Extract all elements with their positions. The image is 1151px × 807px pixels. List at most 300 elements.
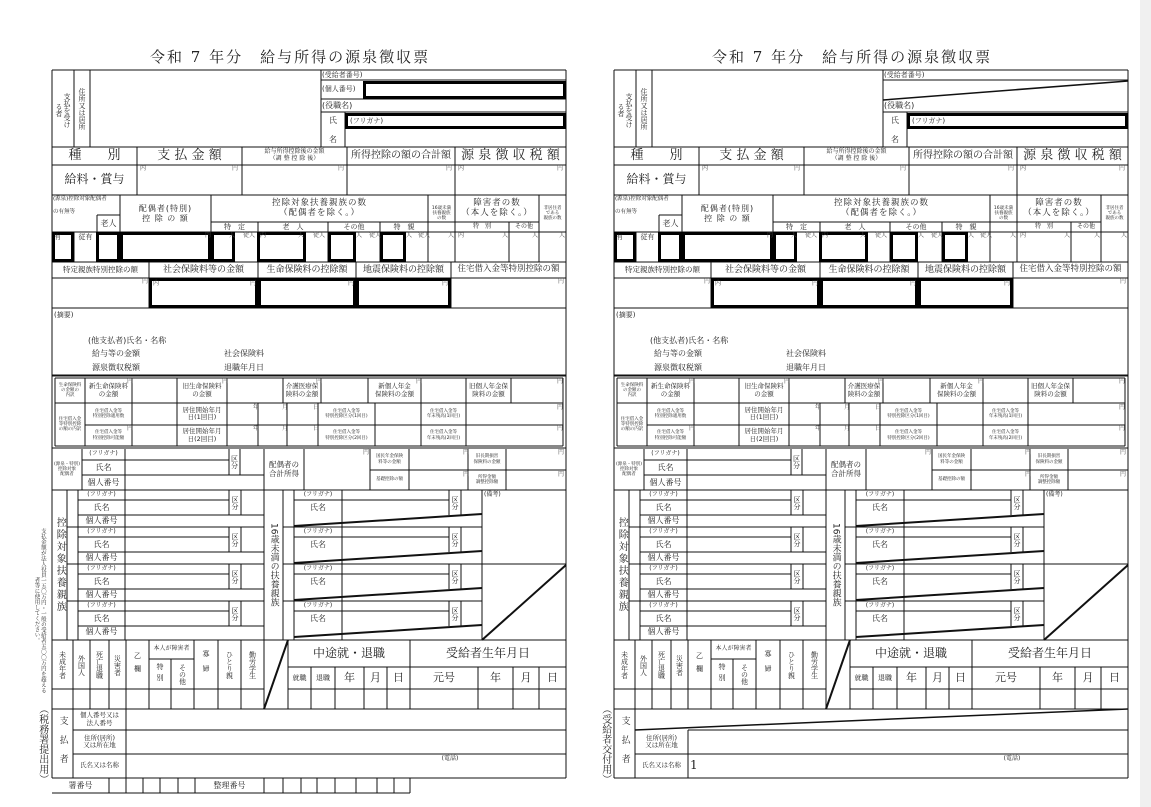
national-pension-label: 国民年金保険 料等の金額: [376, 454, 403, 465]
move-in1-label: 居住開始年月 日(1回目): [182, 405, 222, 421]
tsuki-label: 月: [1082, 670, 1094, 684]
nin-unit: 人: [229, 232, 236, 239]
yen-unit: 円: [794, 165, 801, 172]
otsu-label: 乙欄: [133, 652, 142, 678]
birth-label: 受給者生年月日: [445, 645, 530, 660]
kubun-label: 区分: [230, 455, 239, 469]
kubun-label: 区分: [451, 569, 460, 584]
phone-label: (電話): [441, 754, 459, 762]
yen-unit: 円: [925, 449, 932, 456]
kubun-label: 区分: [1013, 495, 1022, 510]
other-payer-label: (他支払者)氏名・名称: [650, 335, 729, 345]
dependents-other-juunin: 従人: [369, 232, 382, 239]
yen-unit: 円: [1120, 278, 1127, 285]
tsuki-label: 月: [370, 670, 381, 684]
tsuki-unit: 月: [282, 425, 289, 432]
uchi-unit: 内: [458, 232, 465, 239]
yen-unit: 円: [142, 278, 149, 285]
furigana-label: (フリガナ): [303, 601, 333, 609]
uchi-unit: 内: [153, 280, 160, 287]
nen-label: 年: [490, 670, 501, 684]
dependents-label: 控除対象扶養親族: [616, 517, 628, 613]
kubun-label: 区分: [793, 532, 802, 547]
yen-unit: 円: [463, 471, 470, 478]
yen-unit: 円: [363, 449, 370, 456]
basic-ded-label: 基礎控除の額: [376, 477, 403, 483]
move-in2-label: 居住開始年月 日(2回目): [744, 427, 784, 443]
dependents-count-label: 控除対象扶養親族の数 （配偶者を除く。）: [271, 197, 367, 218]
shushoku-label: 就職: [292, 673, 307, 682]
shimei-label: 氏名: [93, 502, 110, 512]
minor-label: 未成年者: [620, 651, 629, 679]
yen-unit: 円: [446, 165, 453, 172]
paid-amount-label: 支 払 金 額: [157, 147, 222, 163]
old-pension-label: 旧個人年金保 険料の金額: [1031, 382, 1070, 398]
under16-number: [845, 601, 856, 638]
spouse-sec-label: (源泉・特別) 控除対象 配偶者: [53, 461, 80, 478]
elderly-label: 老人: [662, 218, 679, 228]
juu-ari-label: 従有: [78, 233, 93, 242]
yen-unit: 円: [1119, 425, 1126, 432]
nen-unit: 年: [253, 404, 260, 411]
nin-unit: 人: [448, 232, 455, 239]
other-tax-label: 源泉徴収税額: [654, 362, 702, 372]
nin-unit: 人: [968, 232, 975, 239]
hi-label: 日: [1109, 670, 1120, 684]
diagonal-strike-line: [635, 709, 1128, 730]
specific-relative-ded-label: 特定親族特別控除の額: [63, 264, 138, 274]
office-no-label: 署番号: [68, 780, 93, 790]
era-label: 元号: [433, 670, 455, 684]
kubun-label: 区分: [1013, 569, 1022, 584]
yen-unit: 円: [1025, 471, 1032, 478]
diagonal-strike-line: [856, 625, 1044, 637]
shimei-label: 氏名: [657, 462, 674, 472]
yen-unit: 円: [558, 278, 565, 285]
yen-unit: 円: [557, 404, 564, 411]
address-label: 住所又は居所: [640, 87, 649, 130]
furigana-label: (フリガナ): [350, 116, 384, 125]
kubun-label: 区分: [793, 569, 802, 584]
kojin-bango-label: 個人番号: [649, 477, 682, 487]
self-disabled-label: 本人が障害者: [715, 645, 752, 653]
yen-unit: 円: [232, 165, 239, 172]
old-longterm-label: 旧長期損害 保険料の金額: [473, 454, 501, 465]
payer-label: 支払者: [619, 715, 630, 773]
diagonal-strike-line: [856, 514, 1044, 526]
quake-insurance-box[interactable]: [920, 280, 1012, 307]
juu-ari-label: 従有: [640, 233, 655, 242]
other-label: その他: [1076, 222, 1095, 230]
payer-label: 支払者: [57, 715, 68, 773]
nonresident-label: 非居住者 である 親族の数: [1105, 205, 1124, 222]
yen-unit: 円: [704, 278, 711, 285]
name-shi-label: 氏: [891, 116, 899, 126]
shimei-label: 氏名: [310, 539, 326, 549]
other-dependents-box[interactable]: [892, 234, 917, 261]
payer-name-label: 氏名又は名称: [80, 761, 119, 770]
housing-loan-label: 住宅借入金等特別控除の額: [457, 264, 560, 275]
name-shi-label: 氏: [329, 116, 337, 126]
single-parent-label: ひとり親: [787, 651, 796, 679]
life-ins-label: 生命保険料の控除額: [828, 264, 910, 275]
diagonal-strike-line: [826, 640, 850, 709]
kubun-label: 区分: [792, 455, 801, 469]
kubun-label: 区分: [1013, 606, 1022, 621]
yen-unit: 円: [767, 232, 774, 239]
juunin-unit: 従人: [243, 232, 256, 239]
other-v-label: その他: [740, 663, 749, 685]
housing-loan-label: 住宅借入金等特別控除の額: [1019, 264, 1122, 275]
kubun-label: 区分: [1013, 532, 1022, 547]
kojin-bango-label: 個人番号: [85, 590, 118, 600]
dependents-other-juunin: 従人: [931, 232, 944, 239]
total-deduction-label: 所得控除の額の合計額: [913, 150, 1013, 162]
elderly-label: 老人: [100, 218, 117, 228]
hi-unit: 日: [875, 425, 882, 432]
special-label: 特 別: [1034, 222, 1053, 230]
elderly-spouse-box[interactable]: [660, 234, 681, 261]
other-salary-label: 給与等の金額: [92, 348, 140, 358]
furigana-label: (フリガナ): [865, 490, 895, 498]
hi-label: 日: [547, 670, 558, 684]
yen-unit: 円: [557, 165, 564, 172]
furigana-label: (フリガナ): [87, 490, 116, 498]
new-pension-label: 新個人年金 保険料の金額: [375, 382, 414, 398]
juunin-unit: 従人: [875, 232, 888, 239]
kojin-bango-label: 個人番号: [85, 516, 118, 526]
yen-unit: 円: [558, 471, 565, 478]
nen-unit: 年: [815, 404, 822, 411]
withholding-label: 源 泉 徴 収 税 額: [461, 147, 560, 163]
tsuki-unit: 月: [844, 425, 851, 432]
nen-label: 年: [1052, 670, 1063, 684]
otsu-label: 乙欄: [695, 652, 704, 678]
midyear-label: 中途就・退職: [874, 645, 947, 660]
salary-bonus-label: 給料・賞与: [64, 172, 125, 187]
payer-name-value: 1: [690, 758, 698, 773]
spouse-flag-label: (源泉)控除対象配偶者 の有無等: [615, 196, 669, 215]
other-retire-label: 退職年月日: [224, 362, 264, 372]
under16-number: [845, 527, 856, 564]
working-student-label: 勤労学生: [810, 651, 819, 679]
yen-unit: 円: [1004, 280, 1011, 287]
salary-bonus-label: 給料・賞与: [626, 172, 687, 187]
uchi-unit: 内: [140, 165, 147, 172]
pay-recipient-label: 支払を受ける者: [55, 92, 72, 128]
widow-label: 寡婦: [764, 650, 773, 680]
bikou-label: (備考): [1046, 491, 1063, 499]
dependents-label: 控除対象扶養親族: [54, 517, 66, 613]
new-life-label: 新生命保険料 の金額: [651, 382, 690, 398]
furigana-label: (フリガナ): [649, 527, 678, 535]
personal-no-label: (個人番号): [322, 85, 356, 94]
balance1-label: 住宅借入金等 年末残高(1回目): [988, 408, 1023, 419]
furigana-label: (フリガナ): [865, 601, 895, 609]
diagonal-strike-line: [856, 588, 1044, 600]
nin-unit: 人: [356, 232, 363, 239]
yen-unit: 円: [463, 449, 470, 456]
juunin-unit: 従人: [418, 232, 431, 239]
income-adj-label: 所得金額 調整控除額: [1037, 474, 1061, 485]
shimei-label: 氏名: [93, 539, 110, 549]
paid-amount-label: 支 払 金 額: [719, 147, 784, 163]
other-social-label: 社会保険料: [786, 348, 826, 358]
life-insurance-box[interactable]: [822, 280, 917, 307]
furigana-label: (フリガナ): [87, 527, 116, 535]
minor-label: 未成年者: [58, 651, 67, 679]
ari-label: 有: [616, 233, 623, 242]
hi-label: 日: [393, 670, 404, 684]
disabled-label: 障害者の数 （本人を除く。）: [1023, 197, 1095, 218]
hi-unit: 日: [313, 404, 320, 411]
move-in2-label: 居住開始年月 日(2回目): [182, 427, 222, 443]
ref-no-label: 整理番号: [213, 780, 246, 790]
death-label: 死亡退職: [657, 651, 666, 679]
nen-unit: 年: [253, 425, 260, 432]
furigana-label: (フリガナ): [649, 601, 678, 609]
yen-unit: 円: [689, 425, 696, 432]
special-rel-label: 特 親: [393, 222, 415, 231]
form-title: 令和 7 年分 給与所得の源泉徴収票: [150, 48, 431, 66]
nin-unit: 人: [860, 232, 867, 239]
other-v-label: その他: [178, 663, 187, 685]
payer-no-label: 個人番号又は 法人番号: [80, 711, 119, 727]
under16-label: 16歳未満 扶養親族 の数: [993, 205, 1014, 222]
nen-label: 年: [906, 670, 917, 684]
old-longterm-label: 旧長期損害 保険料の金額: [1035, 454, 1063, 465]
nin-unit: 人: [1094, 232, 1101, 239]
under16-label: 16歳未満 扶養親族 の数: [431, 205, 452, 222]
shimei-label: 氏名: [655, 576, 672, 586]
nin-unit: 人: [791, 232, 798, 239]
specific-relative-ded-label: 特定親族特別控除の額: [625, 264, 700, 274]
uchi-unit: 内: [702, 165, 709, 172]
disaster-label: 災害者: [113, 654, 122, 676]
yen-unit: 円: [900, 165, 907, 172]
yen-unit: 円: [1120, 471, 1127, 478]
tsuki-label: 月: [932, 670, 943, 684]
taishoku-label: 退職: [316, 673, 330, 682]
spouse-ded-label: 配偶者(特別) 控 除 の 額: [700, 204, 755, 223]
era-label: 元号: [995, 670, 1017, 684]
new-pension-label: 新個人年金 保険料の金額: [937, 382, 976, 398]
payer-address-label: 住所(居所) 又は所在地: [645, 733, 678, 749]
furigana-label: (フリガナ): [303, 564, 333, 572]
elderly2-label: 老 人: [844, 222, 866, 231]
yen-unit: 円: [978, 378, 985, 385]
kind-label: 種 別: [630, 147, 683, 163]
shimei-label: 氏名: [872, 502, 888, 512]
spouse-sec-label: (源泉・特別) 控除対象 配偶者: [615, 461, 642, 478]
taishoku-label: 退職: [878, 673, 892, 682]
furigana-label: (フリガナ): [651, 450, 680, 458]
special-rel-label: 特 親: [955, 222, 977, 231]
dependents-count-label: 控除対象扶養親族の数 （配偶者を除く。）: [833, 197, 929, 218]
payer-address-label: 住所(居所) 又は所在地: [83, 733, 116, 749]
yen-unit: 円: [557, 378, 564, 385]
nin-unit: 人: [1010, 232, 1017, 239]
income-adj-label: 所得金額 調整控除額: [475, 474, 499, 485]
housing-class1-label: 住宅借入金等 特別控除区分(1回目): [325, 408, 368, 419]
juunin-unit: 従人: [805, 232, 818, 239]
yen-unit: 円: [250, 280, 257, 287]
kojin-bango-label: 個人番号: [85, 553, 118, 563]
housing-possible-label: 住宅借入金等 特別控除可能額: [654, 430, 687, 441]
hi-label: 日: [955, 670, 966, 684]
furigana-label: (フリガナ): [89, 450, 118, 458]
position-label: (役職名): [322, 101, 353, 111]
pay-recipient-label: 支払を受ける者: [617, 92, 634, 128]
shushoku-label: 就職: [854, 673, 869, 682]
recipient-no-label: (受給者番号): [884, 70, 925, 79]
nen-label: 年: [344, 670, 355, 684]
special-v-label: 特別: [156, 663, 165, 685]
other-retire-label: 退職年月日: [786, 362, 826, 372]
bikou-label: (備考): [484, 491, 501, 499]
kojin-bango-label: 個人番号: [87, 477, 120, 487]
shimei-label: 氏名: [655, 613, 672, 623]
uchi-unit: 内: [260, 232, 267, 239]
specific-label: 特 定: [786, 222, 807, 231]
spouse-income-label: 配偶者の 合計所得: [269, 459, 299, 478]
shimei-label: 氏名: [655, 539, 672, 549]
old-life-label: 旧生命保険料 の金額: [182, 382, 222, 398]
after-deduction-label: 給与所得控除後の金額 （調 整 控 除 後）: [826, 148, 887, 162]
specific-relatives-box[interactable]: [944, 234, 967, 261]
total-deduction-label: 所得控除の額の合計額: [351, 150, 451, 162]
spouse-flag-label: (源泉)控除対象配偶者 の有無等: [53, 196, 107, 215]
yen-unit: 円: [812, 280, 819, 287]
other-social-label: 社会保険料: [224, 348, 264, 358]
juunin-unit: 従人: [313, 232, 326, 239]
yen-unit: 円: [557, 425, 564, 432]
furigana-label: (フリガナ): [912, 116, 946, 125]
other-label: その他: [514, 222, 533, 230]
yen-unit: 円: [127, 378, 134, 385]
social-insurance-box[interactable]: [713, 280, 819, 307]
nin-unit: 人: [1121, 232, 1128, 239]
nin-unit: 人: [532, 232, 539, 239]
furigana-label: (フリガナ): [303, 527, 333, 535]
disabled-label: 障害者の数 （本人を除く。）: [461, 197, 533, 218]
after-deduction-label: 給与所得控除後の金額 （調 整 控 除 後）: [264, 148, 325, 162]
summary-label: (摘要): [616, 310, 636, 319]
social-ins-label: 社会保険料等の金額: [724, 264, 806, 275]
care-label: 介護医療保 険料の金額: [847, 382, 881, 398]
kubun-label: 区分: [231, 532, 240, 547]
kojin-bango-label: 個人番号: [647, 516, 680, 526]
summary-label: (摘要): [54, 310, 74, 319]
foreigner-label: 外国人: [639, 654, 648, 676]
kojin-bango-label: 個人番号: [647, 553, 680, 563]
other-salary-label: 給与等の金額: [654, 348, 702, 358]
nin-unit: 人: [1064, 232, 1071, 239]
housing-possible-label: 住宅借入金等 特別控除可能額: [92, 430, 125, 441]
other-tax-label: 源泉徴収税額: [92, 362, 140, 372]
copy-type-label: （受給者交付用）: [599, 704, 611, 784]
yen-unit: 円: [338, 165, 345, 172]
birth-label: 受給者生年月日: [1007, 645, 1092, 660]
dependent-number: [629, 490, 640, 527]
kubun-label: 区分: [793, 495, 802, 510]
single-parent-label: ひとり親: [225, 651, 234, 679]
withholding-label: 源 泉 徴 収 税 額: [1023, 147, 1122, 163]
yen-unit: 円: [878, 378, 885, 385]
margin-note-label: 支払金額が法人役員一五〇万円・一般の受給者五〇〇万円を超える者等に使用してください。: [33, 527, 46, 693]
uchi-unit: 内: [715, 280, 722, 287]
uchi-unit: 内: [1020, 165, 1027, 172]
yen-unit: 円: [1120, 449, 1127, 456]
kojin-bango-label: 個人番号: [647, 627, 680, 637]
life-ins-label: 生命保険料の控除額: [266, 264, 348, 275]
shimei-label: 氏名: [872, 613, 888, 623]
spouse-ded-label: 配偶者(特別) 控 除 の 額: [138, 204, 193, 223]
shimei-label: 氏名: [93, 613, 110, 623]
housing-count-label: 住宅借入金等 特別控除適用数: [92, 408, 125, 419]
kojin-bango-label: 個人番号: [85, 627, 118, 637]
housing-breakdown-label: 住宅借入金 等特別控除 の額の内訳: [58, 416, 82, 433]
kubun-label: 区分: [451, 532, 460, 547]
under16-dep-label: 16歳未満の扶養親族: [268, 523, 279, 607]
hi-unit: 日: [875, 404, 882, 411]
uchi-unit: 内: [458, 165, 465, 172]
yen-unit: 円: [1119, 404, 1126, 411]
housing-class2-label: 住宅借入金等 特別控除区分(2回目): [887, 430, 930, 441]
furigana-label: (フリガナ): [87, 564, 116, 572]
yen-unit: 円: [1025, 449, 1032, 456]
kubun-label: 区分: [231, 606, 240, 621]
new-life-label: 新生命保険料 の金額: [89, 382, 128, 398]
foreigner-label: 外国人: [77, 654, 86, 676]
shimei-label: 氏名: [310, 502, 326, 512]
furigana-label: (フリガナ): [865, 564, 895, 572]
uchi-unit: 内: [822, 232, 829, 239]
diagonal-strike-line: [883, 81, 1128, 100]
yen-unit: 円: [558, 449, 565, 456]
kubun-label: 区分: [451, 495, 460, 510]
spouse-deduction-box[interactable]: [684, 234, 772, 261]
quake-ins-label: 地震保険料の控除額: [924, 264, 1006, 275]
diagonal-strike-line: [1044, 565, 1128, 640]
nin-unit: 人: [502, 232, 509, 239]
tsuki-unit: 月: [282, 404, 289, 411]
hi-unit: 日: [313, 425, 320, 432]
furigana-label: (フリガナ): [649, 564, 678, 572]
quake-ins-label: 地震保険料の控除額: [362, 264, 444, 275]
life-breakdown-label: 生命保険料 の金額の 内訳: [620, 382, 644, 399]
yen-unit: 円: [1008, 165, 1015, 172]
yen-unit: 円: [348, 280, 355, 287]
yen-unit: 円: [222, 378, 229, 385]
housing-count-label: 住宅借入金等 特別控除適用数: [654, 408, 687, 419]
recipient-no-label: (受給者番号): [322, 70, 363, 79]
other-payer-label: (他支払者)氏名・名称: [88, 335, 167, 345]
uchi-unit: 内: [1020, 232, 1027, 239]
under16-number: [845, 564, 856, 601]
kubun-label: 区分: [231, 569, 240, 584]
nin-unit: 人: [559, 232, 566, 239]
furigana-label: (フリガナ): [649, 490, 678, 498]
widow-label: 寡婦: [202, 650, 211, 680]
balance2-label: 住宅借入金等 年末残高(2回目): [988, 430, 1023, 441]
yen-unit: 円: [1119, 165, 1126, 172]
yen-unit: 円: [442, 280, 449, 287]
shimei-label: 氏名: [872, 539, 888, 549]
move-in1-label: 居住開始年月 日(1回目): [744, 405, 784, 421]
disaster-label: 災害者: [675, 654, 684, 676]
working-student-label: 勤労学生: [248, 651, 257, 679]
